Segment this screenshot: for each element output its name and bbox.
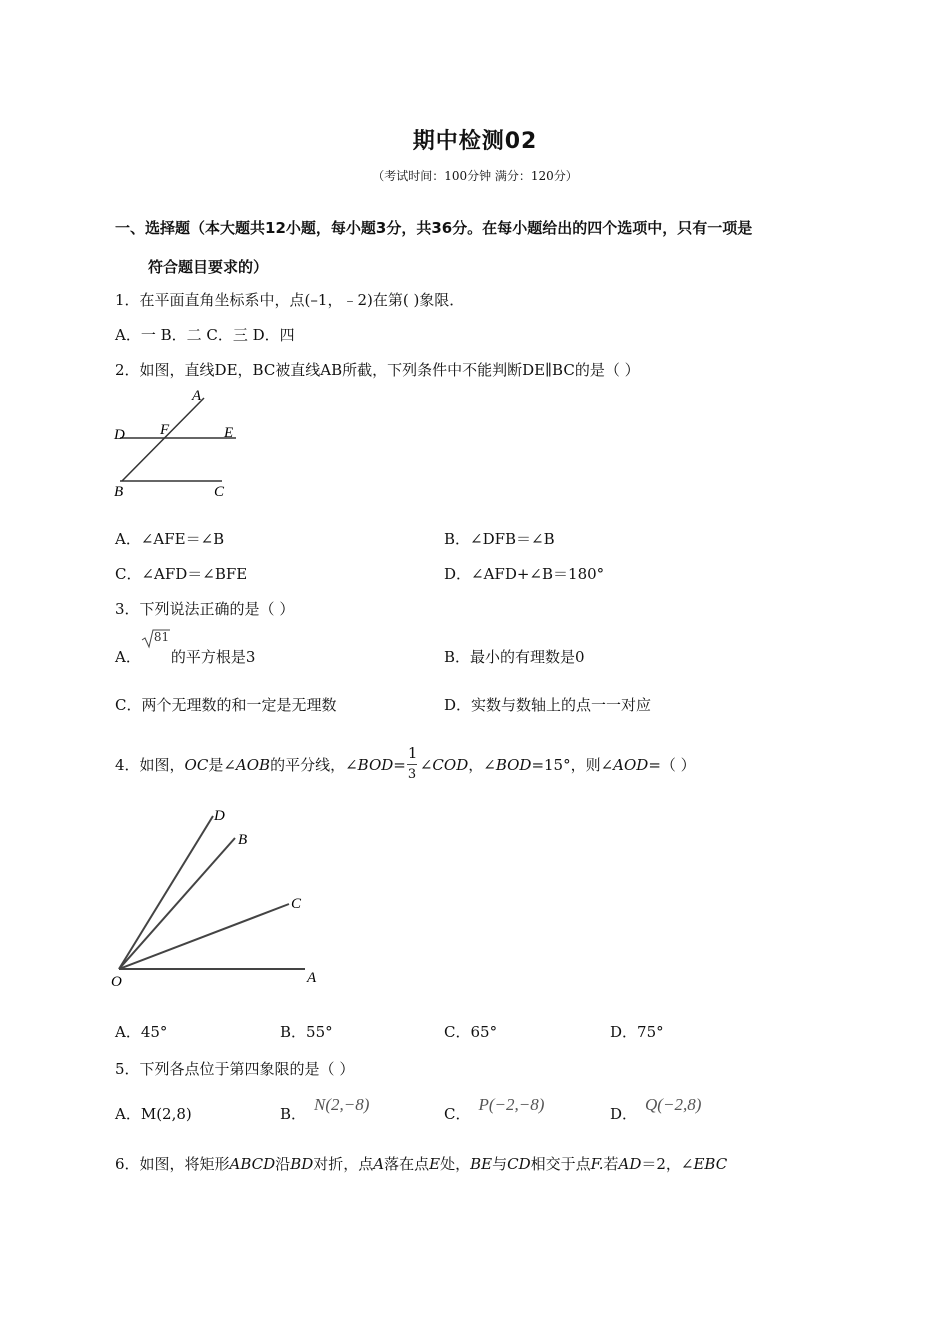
option-label: D． (610, 1105, 638, 1123)
page-title: 期中检测02 (412, 129, 538, 154)
question-3-option-c: C．两个无理数的和一定是无理数 (115, 696, 337, 714)
question-5-stem: 5．下列各点位于第四象限的是（ ） (115, 1060, 355, 1078)
var-ad: AD (618, 1155, 642, 1173)
var-e: E (429, 1155, 441, 1173)
question-3-stem: 3．下列说法正确的是（ ） (115, 600, 295, 618)
ray-oc (119, 904, 289, 969)
text: = (393, 756, 406, 774)
var-oc: OC (184, 756, 209, 774)
question-3-option-b: B．最小的有理数是0 (444, 648, 585, 666)
option-text: 的平方根是3 (170, 648, 256, 666)
var-abcd: ABCD (229, 1155, 276, 1173)
var-aob: AOB (235, 756, 271, 774)
question-6-stem (115, 1153, 727, 1174)
radicand: 81 (153, 630, 170, 644)
text: 处， (440, 1155, 471, 1173)
point-q: Q(−2,8) (645, 1095, 702, 1114)
denominator: 3 (407, 767, 417, 782)
option-label: C． (444, 1105, 471, 1123)
text: =15°，则∠ (531, 756, 614, 774)
sqrt-81 (141, 630, 171, 662)
label-b: B (238, 832, 248, 848)
text: 对折，点 (313, 1155, 374, 1173)
question-3-option-a (115, 630, 256, 667)
question-1-options: A．一 B．二 C．三 D．四 (115, 326, 295, 344)
text: 与 (492, 1155, 508, 1173)
question-4-stem (115, 744, 696, 782)
question-5-option-a: A．M(2,8) (115, 1105, 192, 1123)
question-5-option-c (444, 1095, 545, 1124)
fraction-bar (407, 764, 417, 765)
question-2-option-c: C．∠AFD＝∠BFE (115, 565, 248, 583)
question-1-stem: 1．在平面直角坐标系中，点(–1，﹣2)在第( )象限． (115, 291, 465, 309)
var-f: F. (590, 1155, 604, 1173)
numerator: 1 (407, 744, 418, 762)
option-label: A． (115, 648, 141, 666)
label-b: B (114, 484, 124, 500)
question-3-option-d: D．实数与数轴上的点一一对应 (444, 696, 652, 714)
label-c: C (214, 484, 225, 500)
var-cd: CD (507, 1155, 531, 1173)
var-bod: BOD (495, 756, 532, 774)
question-2-stem: 2．如图，直线DE，BC被直线AB所截，下列条件中不能判断DE∥BC的是（ ） (115, 361, 640, 379)
label-c: C (291, 896, 302, 912)
label-o: O (111, 974, 122, 990)
section-heading-cont: 符合题目要求的） (148, 258, 269, 276)
text: 若 (603, 1155, 619, 1173)
question-4-option-c: C．65° (444, 1023, 498, 1041)
label-e: E (224, 425, 234, 441)
var-bod: BOD (357, 756, 394, 774)
question-2-option-d: D．∠AFD+∠B＝180° (444, 565, 605, 583)
question-4-option-d: D．75° (610, 1023, 664, 1041)
label-d: D (114, 427, 125, 443)
label-d: D (214, 808, 225, 824)
label-a: A (192, 388, 202, 404)
var-cod: COD (432, 756, 469, 774)
line-ab (122, 398, 204, 481)
text: 相交于点 (530, 1155, 591, 1173)
text: =（ ） (648, 756, 696, 774)
question-2-figure (108, 384, 248, 502)
ray-ob (119, 838, 235, 969)
point-n: N(2,−8) (314, 1095, 370, 1114)
question-2-option-b: B．∠DFB＝∠B (444, 530, 555, 548)
text: 6．如图，将矩形 (115, 1155, 230, 1173)
text: ，∠ (468, 756, 496, 774)
question-2-option-a: A．∠AFE＝∠B (115, 530, 225, 548)
text: 落在点 (384, 1155, 430, 1173)
text: ＝2，∠ (641, 1155, 694, 1173)
label-f: F (160, 422, 170, 438)
section-heading: 一、选择题（本大题共12小题，每小题3分，共36分。在每小题给出的四个选项中，只有一项是 (115, 219, 753, 237)
exam-info: （考试时间：100分钟 满分：120分） (372, 169, 578, 183)
text: 的平分线，∠ (270, 756, 358, 774)
var-bd: BD (290, 1155, 314, 1173)
text: 4．如图， (115, 756, 185, 774)
question-4-option-b: B．55° (280, 1023, 333, 1041)
text: ∠ (419, 756, 433, 774)
text: 是∠ (208, 756, 236, 774)
question-5-option-b (280, 1095, 370, 1124)
ray-od (119, 816, 213, 969)
var-a: A (373, 1155, 385, 1173)
var-aod: AOD (613, 756, 649, 774)
text: 沿 (275, 1155, 291, 1173)
var-ebc: EBC (693, 1155, 728, 1173)
option-label: B． (280, 1105, 307, 1123)
question-4-figure (105, 800, 335, 995)
label-a: A (307, 970, 317, 986)
question-4-option-a: A．45° (115, 1023, 168, 1041)
point-p: P(−2,−8) (478, 1095, 545, 1114)
var-be: BE (470, 1155, 493, 1173)
question-5-option-d (610, 1095, 702, 1124)
